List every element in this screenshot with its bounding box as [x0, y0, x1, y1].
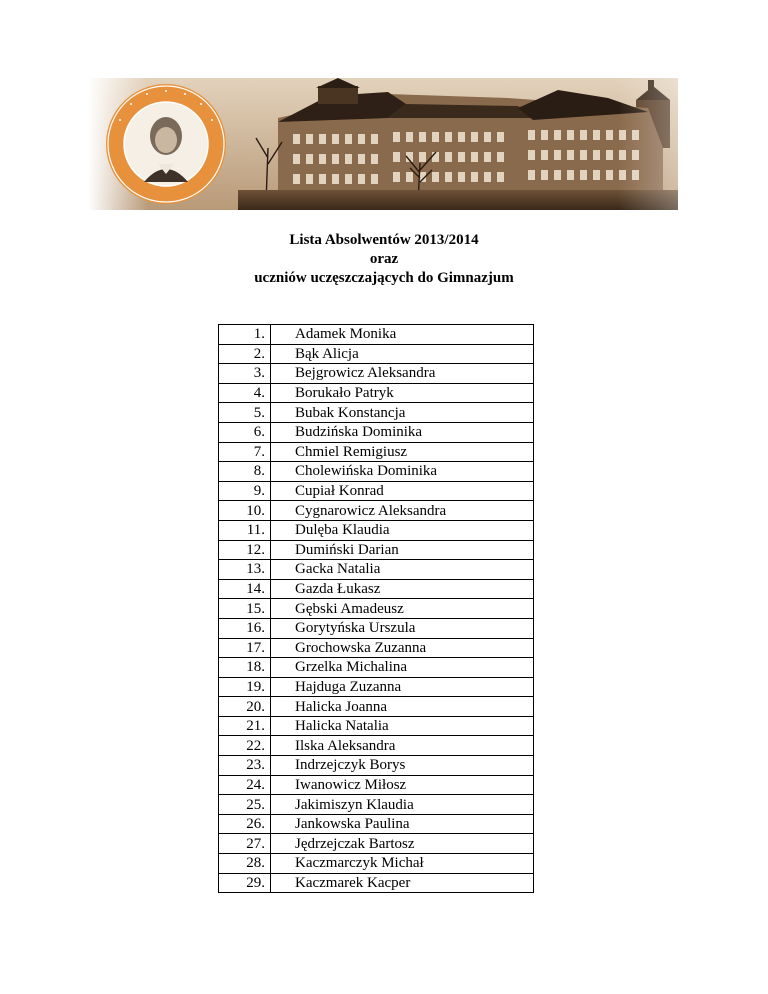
- table-row: [219, 501, 534, 521]
- student-name: Indrzejczyk Borys: [271, 756, 534, 776]
- table-row: [219, 716, 534, 736]
- table-row: [219, 795, 534, 815]
- table-row: [219, 560, 534, 580]
- row-number: 18.: [219, 658, 271, 678]
- student-name: Jędrzejczak Bartosz: [271, 834, 534, 854]
- row-number: 2.: [219, 344, 271, 364]
- table-row: [219, 344, 534, 364]
- title-line-1: Lista Absolwentów 2013/2014: [289, 232, 479, 248]
- table-row: [219, 520, 534, 540]
- row-number: 22.: [219, 736, 271, 756]
- student-name: Cupiał Konrad: [271, 481, 534, 501]
- student-name: Gazda Łukasz: [271, 579, 534, 599]
- student-name: Hajduga Zuzanna: [271, 677, 534, 697]
- table-row: [219, 422, 534, 442]
- student-name: Borukało Patryk: [271, 383, 534, 403]
- student-name: Jakimiszyn Klaudia: [271, 795, 534, 815]
- student-name: Chmiel Remigiusz: [271, 442, 534, 462]
- row-number: 24.: [219, 775, 271, 795]
- student-name: Bąk Alicja: [271, 344, 534, 364]
- student-name: Budzińska Dominika: [271, 422, 534, 442]
- row-number: 26.: [219, 814, 271, 834]
- row-number: 23.: [219, 756, 271, 776]
- row-number: 15.: [219, 599, 271, 619]
- student-name: Cygnarowicz Aleksandra: [271, 501, 534, 521]
- row-number: 7.: [219, 442, 271, 462]
- row-number: 28.: [219, 854, 271, 874]
- student-name: Ilska Aleksandra: [271, 736, 534, 756]
- row-number: 21.: [219, 716, 271, 736]
- student-name: Adamek Monika: [271, 325, 534, 345]
- table-row: [219, 638, 534, 658]
- table-row: [219, 462, 534, 482]
- document-title: [0, 231, 768, 288]
- header-banner: [88, 78, 678, 210]
- student-name: Iwanowicz Miłosz: [271, 775, 534, 795]
- school-banner-image: [88, 78, 678, 210]
- student-name: Dulęba Klaudia: [271, 520, 534, 540]
- student-name: Jankowska Paulina: [271, 814, 534, 834]
- student-name: Halicka Natalia: [271, 716, 534, 736]
- row-number: 11.: [219, 520, 271, 540]
- table-row: [219, 383, 534, 403]
- student-name: Dumiński Darian: [271, 540, 534, 560]
- table-row: [219, 540, 534, 560]
- table-row: [219, 834, 534, 854]
- row-number: 25.: [219, 795, 271, 815]
- student-name: Cholewińska Dominika: [271, 462, 534, 482]
- table-row: [219, 618, 534, 638]
- student-name: Grochowska Zuzanna: [271, 638, 534, 658]
- table-row: [219, 364, 534, 384]
- title-line-3: uczniów uczęszczających do Gimnazjum: [254, 270, 514, 286]
- table-row: [219, 658, 534, 678]
- student-name: Gorytyńska Urszula: [271, 618, 534, 638]
- row-number: 8.: [219, 462, 271, 482]
- table-row: [219, 736, 534, 756]
- row-number: 5.: [219, 403, 271, 423]
- table-row: [219, 854, 534, 874]
- row-number: 20.: [219, 697, 271, 717]
- row-number: 4.: [219, 383, 271, 403]
- row-number: 10.: [219, 501, 271, 521]
- table-row: [219, 677, 534, 697]
- row-number: 1.: [219, 325, 271, 345]
- title-line-2: oraz: [369, 251, 399, 267]
- row-number: 19.: [219, 677, 271, 697]
- table-row: [219, 599, 534, 619]
- table-row: [219, 873, 534, 893]
- table-row: [219, 325, 534, 345]
- row-number: 6.: [219, 422, 271, 442]
- student-name: Bejgrowicz Aleksandra: [271, 364, 534, 384]
- student-name: Grzelka Michalina: [271, 658, 534, 678]
- row-number: 27.: [219, 834, 271, 854]
- student-name: Halicka Joanna: [271, 697, 534, 717]
- school-seal-logo: [106, 84, 226, 204]
- table-row: [219, 579, 534, 599]
- row-number: 3.: [219, 364, 271, 384]
- row-number: 14.: [219, 579, 271, 599]
- table-row: [219, 775, 534, 795]
- student-name: Kaczmarek Kacper: [271, 873, 534, 893]
- table-row: [219, 697, 534, 717]
- table-row: [219, 481, 534, 501]
- students-table: [218, 324, 534, 893]
- student-name: Bubak Konstancja: [271, 403, 534, 423]
- student-name: Gębski Amadeusz: [271, 599, 534, 619]
- row-number: 13.: [219, 560, 271, 580]
- table-row: [219, 442, 534, 462]
- table-row: [219, 403, 534, 423]
- row-number: 16.: [219, 618, 271, 638]
- table-row: [219, 814, 534, 834]
- row-number: 9.: [219, 481, 271, 501]
- row-number: 17.: [219, 638, 271, 658]
- student-name: Gacka Natalia: [271, 560, 534, 580]
- row-number: 12.: [219, 540, 271, 560]
- table-row: [219, 756, 534, 776]
- student-name: Kaczmarczyk Michał: [271, 854, 534, 874]
- row-number: 29.: [219, 873, 271, 893]
